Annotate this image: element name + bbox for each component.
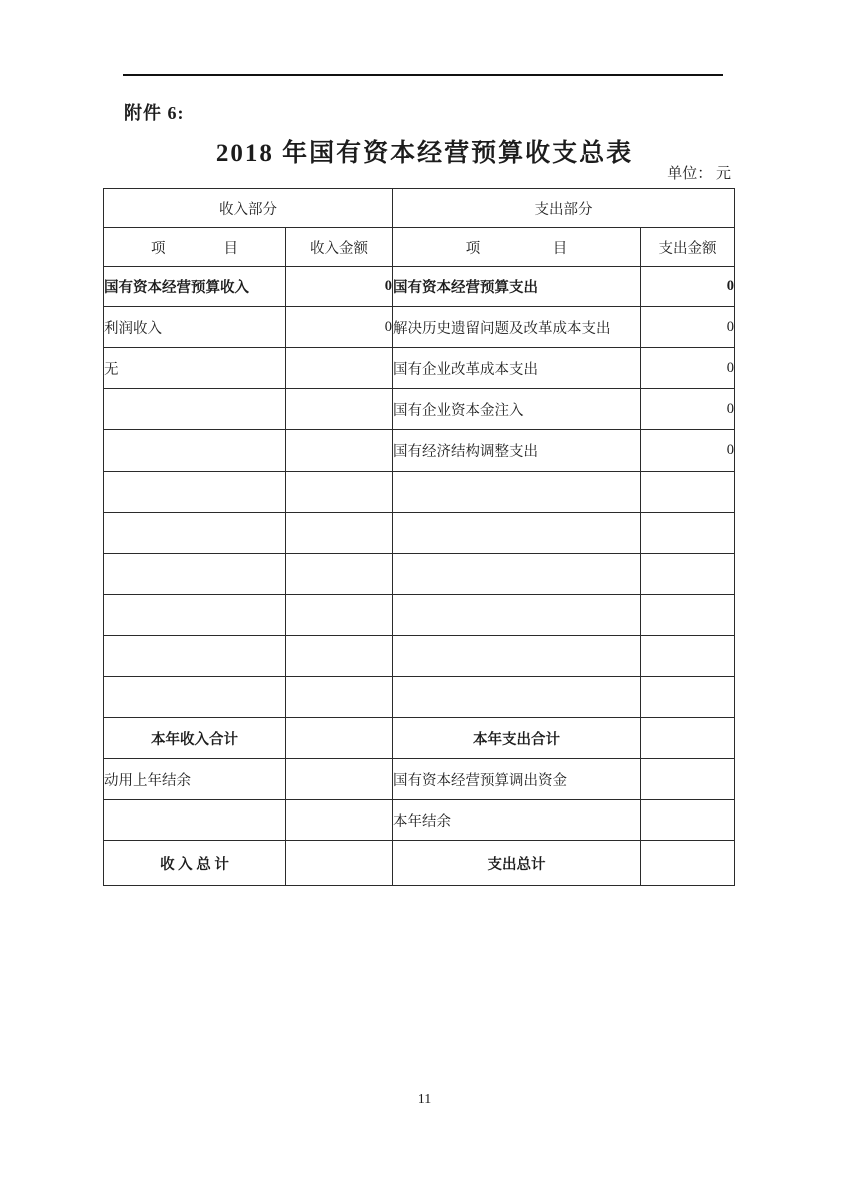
expense-item-cell: 国有企业资本金注入 — [393, 389, 641, 430]
expense-item-header: 项 目 — [393, 228, 641, 267]
income-item-cell: 利润收入 — [104, 307, 286, 348]
unit-label: 单位： 元 — [667, 166, 731, 182]
expense-amount-cell — [641, 513, 735, 554]
income-item-cell: 收 入 总 计 — [104, 841, 286, 886]
table-row — [104, 636, 735, 677]
table-row — [104, 759, 735, 800]
expense-amount-cell — [641, 472, 735, 513]
table-row — [104, 513, 735, 554]
income-item-header: 项 目 — [104, 228, 286, 267]
table-row — [104, 307, 735, 348]
expense-amount-cell: 0 — [641, 307, 735, 348]
income-amount-header: 收入金额 — [286, 228, 393, 267]
table-row — [104, 267, 735, 307]
income-amount-cell — [286, 677, 393, 718]
expense-item-cell: 国有资本经营预算调出资金 — [393, 759, 641, 800]
income-item-cell: 本年收入合计 — [104, 718, 286, 759]
section-header-row — [104, 189, 735, 228]
income-item-cell — [104, 472, 286, 513]
income-amount-cell — [286, 348, 393, 389]
attachment-label: 附件 6: — [124, 103, 185, 123]
income-amount-cell — [286, 759, 393, 800]
table-row — [104, 595, 735, 636]
table-row — [104, 472, 735, 513]
income-section-header: 收入部分 — [104, 189, 393, 228]
income-amount-cell — [286, 513, 393, 554]
expense-amount-cell: 0 — [641, 267, 735, 307]
income-item-cell: 无 — [104, 348, 286, 389]
table-row — [104, 718, 735, 759]
expense-amount-cell — [641, 759, 735, 800]
income-amount-cell — [286, 841, 393, 886]
expense-item-cell — [393, 595, 641, 636]
expense-amount-header: 支出金额 — [641, 228, 735, 267]
income-item-cell — [104, 513, 286, 554]
expense-item-cell: 解决历史遗留问题及改革成本支出 — [393, 307, 641, 348]
expense-amount-cell — [641, 595, 735, 636]
expense-amount-cell: 0 — [641, 430, 735, 472]
expense-amount-cell — [641, 718, 735, 759]
table-row — [104, 841, 735, 886]
income-item-cell — [104, 389, 286, 430]
income-item-cell — [104, 595, 286, 636]
expense-amount-cell: 0 — [641, 389, 735, 430]
table-row — [104, 554, 735, 595]
expense-item-cell: 国有企业改革成本支出 — [393, 348, 641, 389]
column-header-row — [104, 228, 735, 267]
expense-amount-cell: 0 — [641, 348, 735, 389]
page-number: 11 — [417, 1092, 432, 1107]
table-row — [104, 677, 735, 718]
budget-table — [103, 188, 735, 886]
expense-amount-cell — [641, 677, 735, 718]
expense-item-cell: 国有资本经营预算支出 — [393, 267, 641, 307]
table-row — [104, 348, 735, 389]
header-rule — [123, 74, 723, 76]
income-amount-cell — [286, 800, 393, 841]
income-amount-cell — [286, 430, 393, 472]
income-item-cell — [104, 554, 286, 595]
income-item-cell — [104, 677, 286, 718]
expense-item-cell — [393, 472, 641, 513]
income-amount-cell — [286, 472, 393, 513]
expense-item-cell: 国有经济结构调整支出 — [393, 430, 641, 472]
income-item-cell — [104, 636, 286, 677]
income-amount-cell — [286, 595, 393, 636]
table-row — [104, 389, 735, 430]
expense-item-cell — [393, 636, 641, 677]
income-amount-cell: 0 — [286, 307, 393, 348]
expense-amount-cell — [641, 841, 735, 886]
expense-item-cell — [393, 677, 641, 718]
income-item-cell: 动用上年结余 — [104, 759, 286, 800]
expense-item-cell — [393, 513, 641, 554]
table-row — [104, 430, 735, 472]
expense-amount-cell — [641, 636, 735, 677]
income-amount-cell — [286, 718, 393, 759]
expense-amount-cell — [641, 800, 735, 841]
income-amount-cell — [286, 389, 393, 430]
page-title: 2018 年国有资本经营预算收支总表 — [215, 140, 634, 167]
income-item-cell: 国有资本经营预算收入 — [104, 267, 286, 307]
expense-amount-cell — [641, 554, 735, 595]
expense-item-cell — [393, 554, 641, 595]
income-item-cell — [104, 800, 286, 841]
income-amount-cell: 0 — [286, 267, 393, 307]
income-item-cell — [104, 430, 286, 472]
expense-item-cell: 本年支出合计 — [393, 718, 641, 759]
expense-section-header: 支出部分 — [393, 189, 735, 228]
expense-item-cell: 本年结余 — [393, 800, 641, 841]
expense-item-cell: 支出总计 — [393, 841, 641, 886]
table-row — [104, 800, 735, 841]
income-amount-cell — [286, 554, 393, 595]
income-amount-cell — [286, 636, 393, 677]
